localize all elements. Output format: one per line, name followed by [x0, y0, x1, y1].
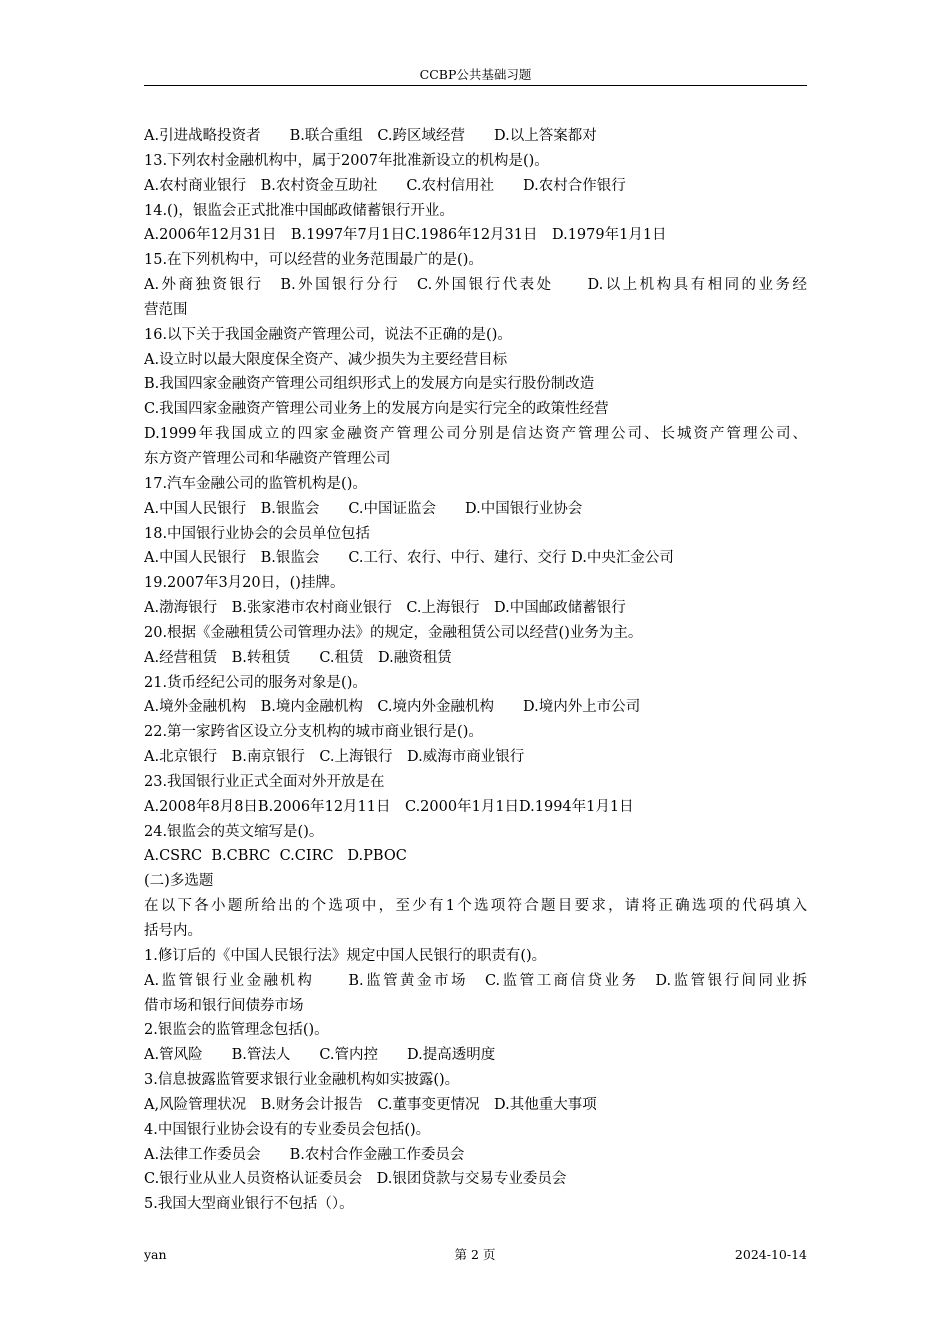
text-line: 24.银监会的英文缩写是()。	[144, 823, 324, 840]
text-line: 14.()，银监会正式批准中国邮政储蓄银行开业。	[144, 202, 454, 219]
text-line: A.法律工作委员会 B.农村合作金融工作委员会	[144, 1146, 465, 1163]
text-line: 2.银监会的监管理念包括()。	[144, 1022, 329, 1039]
text-line: C.银行业从业人员资格认证委员会 D.银团贷款与交易专业委员会	[144, 1171, 567, 1188]
text-line: 21.货币经纪公司的服务对象是()。	[144, 674, 367, 691]
text-line: A.管风险 B.管法人 C.管内控 D.提高透明度	[144, 1047, 496, 1064]
text-line: 13.下列农村金融机构中，属于2007年批准新设立的机构是()。	[144, 152, 549, 169]
text-line: 23.我国银行业正式全面对外开放是在	[144, 773, 385, 790]
footer-date: 2024-10-14	[734, 1247, 807, 1262]
text-line: 4.中国银行业协会设有的专业委员会包括()。	[144, 1121, 431, 1138]
text-line: 在以下各小题所给出的个选项中，至少有1个选项符合题目要求，请将正确选项的代码填入	[144, 898, 807, 915]
text-line: 20.根据《金融租赁公司管理办法》的规定，金融租赁公司以经营()业务为主。	[144, 624, 643, 641]
text-line: A.中国人民银行 B.银监会 C.工行、农行、中行、建行、交行 D.中央汇金公司	[144, 550, 674, 567]
document-body	[144, 124, 807, 1217]
text-line: D.1999年我国成立的四家金融资产管理公司分别是信达资产管理公司、长城资产管理公司、	[144, 426, 807, 443]
text-line: A.引进战略投资者 B.联合重组 C.跨区域经营 D.以上答案都对	[144, 128, 597, 144]
footer-author: yan	[144, 1247, 167, 1262]
text-line: 1.修订后的《中国人民银行法》规定中国人民银行的职责有()。	[144, 947, 547, 964]
text-line: 18.中国银行业协会的会员单位包括	[144, 525, 371, 542]
text-line: 营范围	[144, 301, 188, 318]
page-header-title: CCBP公共基础习题	[419, 67, 532, 82]
text-line: A.农村商业银行 B.农村资金互助社 C.农村信用社 D.农村合作银行	[144, 177, 626, 194]
text-line: A.外商独资银行 B.外国银行分行 C.外国银行代表处 D.以上机构具有相同的业务经	[144, 277, 807, 294]
text-line: A.经营租赁 B.转租赁 C.租赁 D.融资租赁	[144, 649, 452, 666]
text-line: A.中国人民银行 B.银监会 C.中国证监会 D.中国银行业协会	[144, 500, 583, 517]
text-line: A.监管银行业金融机构 B.监管黄金市场 C.监管工商信贷业务 D.监管银行间同业拆	[144, 972, 807, 989]
text-line: A.2008年8月8日B.2006年12月11日 C.2000年1月1日D.1994年1月1日	[144, 798, 634, 815]
header-divider	[144, 85, 807, 86]
footer-page-number: 第 2 页	[454, 1247, 496, 1262]
text-line: (二)多选题	[144, 873, 214, 890]
text-line: 东方资产管理公司和华融资产管理公司	[144, 450, 391, 467]
text-line: 借市场和银行间债券市场	[144, 997, 304, 1014]
text-line: A.设立时以最大限度保全资产、减少损失为主要经营目标	[144, 351, 508, 368]
text-line: 22.第一家跨省区设立分支机构的城市商业银行是()。	[144, 724, 483, 741]
text-line: 括号内。	[144, 923, 202, 939]
text-line: A.北京银行 B.南京银行 C.上海银行 D.威海市商业银行	[144, 749, 525, 766]
text-line: A.境外金融机构 B.境内金融机构 C.境内外金融机构 D.境内外上市公司	[144, 699, 641, 716]
text-line: A.CSRC B.CBRC C.CIRC D.PBOC	[144, 848, 407, 865]
text-line: 3.信息披露监管要求银行业金融机构如实披露()。	[144, 1072, 460, 1089]
text-line: 16.以下关于我国金融资产管理公司，说法不正确的是()。	[144, 326, 512, 343]
text-line: A.2006年12月31日 B.1997年7月1日C.1986年12月31日 D.1979年1月1日	[144, 227, 667, 244]
text-line: A.渤海银行 B.张家港市农村商业银行 C.上海银行 D.中国邮政储蓄银行	[144, 600, 626, 617]
text-line: 15.在下列机构中，可以经营的业务范围最广的是()。	[144, 252, 483, 269]
text-line: A,风险管理状况 B.财务会计报告 C.董事变更情况 D.其他重大事项	[144, 1096, 597, 1113]
text-line: 17.汽车金融公司的监管机构是()。	[144, 475, 367, 492]
text-line: C.我国四家金融资产管理公司业务上的发展方向是实行完全的政策性经营	[144, 401, 609, 418]
text-line: B.我国四家金融资产管理公司组织形式上的发展方向是实行股份制改造	[144, 376, 595, 393]
text-line: 5.我国大型商业银行不包括（）。	[144, 1196, 354, 1213]
text-line: 19.2007年3月20日，()挂牌。	[144, 575, 345, 592]
